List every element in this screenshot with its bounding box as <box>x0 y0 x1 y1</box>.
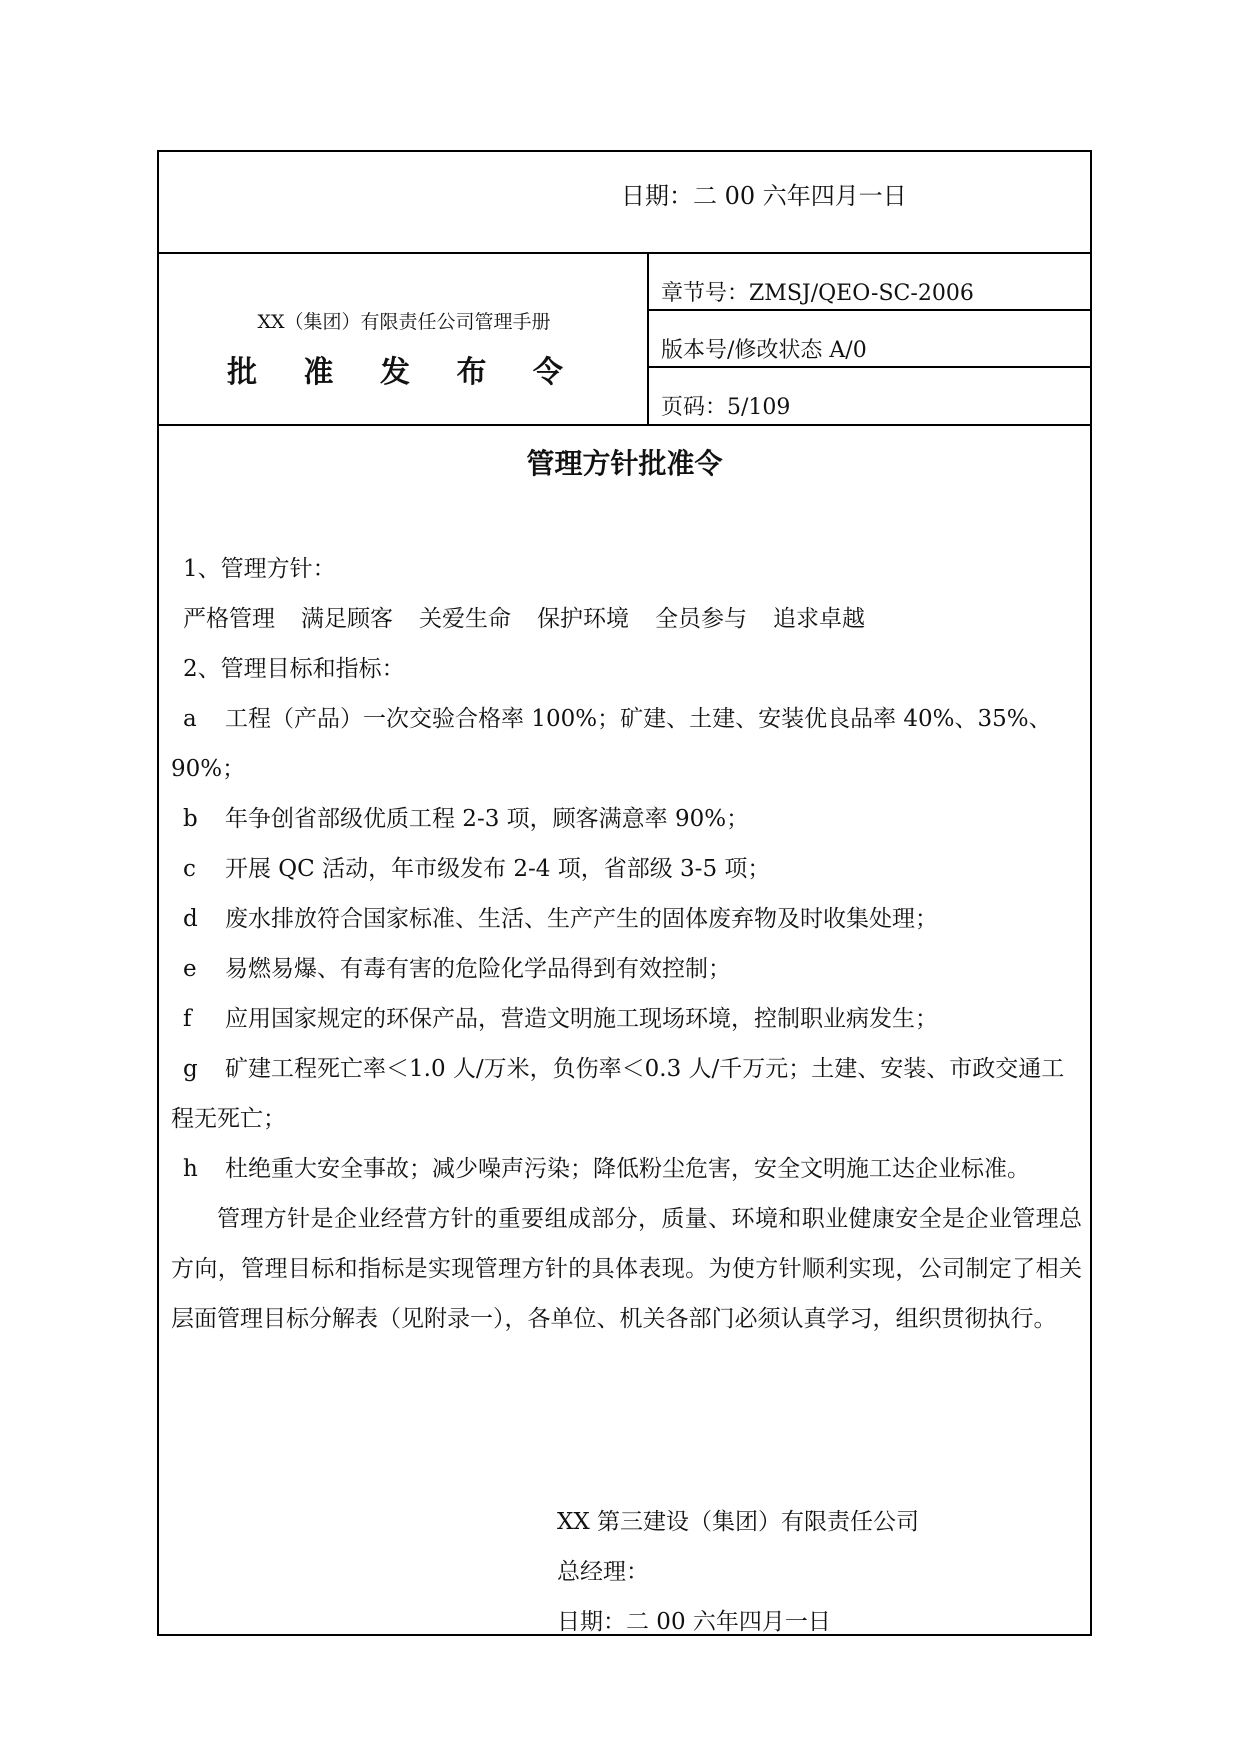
header-date: 日期：二 00 六年四月一日 <box>621 182 907 210</box>
slogan: 保护环境 <box>537 606 629 632</box>
signature-manager: 总经理： <box>557 1559 649 1585</box>
page-title: 管理方针批准令 <box>526 447 723 480</box>
slogan: 满足顾客 <box>301 606 393 632</box>
slogan: 全员参与 <box>655 606 747 632</box>
target-item: h 杜绝重大安全事故；减少噪声污染；降低粉尘危害，安全文明施工达企业标准。 <box>183 1156 1030 1182</box>
target-item: g 矿建工程死亡率＜1.0 人/万米，负伤率＜0.3 人/千万元；土建、安装、市政交通工程无死亡； <box>171 1056 1065 1132</box>
slogan: 追求卓越 <box>773 606 865 632</box>
policy-heading: 1、管理方针： <box>183 556 336 582</box>
document-body <box>171 544 1082 1344</box>
version-status: 版本号/修改状态 A/0 <box>661 338 867 363</box>
page-number: 页码：5/109 <box>661 395 791 420</box>
signature-block <box>557 1497 919 1647</box>
slogan: 关爱生命 <box>419 606 511 632</box>
divider-meta-1 <box>647 309 1090 311</box>
policy-slogans <box>171 594 1082 644</box>
slogan: 严格管理 <box>183 606 275 632</box>
divider-header-bottom <box>159 424 1090 426</box>
divider-header-top <box>159 252 1090 254</box>
target-item: d 废水排放符合国家标准、生活、生产产生的固体废弃物及时收集处理； <box>183 906 938 932</box>
chapter-number: 章节号：ZMSJ/QEO-SC-2006 <box>661 281 974 306</box>
divider-header-vertical <box>647 252 649 424</box>
target-item: c 开展 QC 活动，年市级发布 2-4 项，省部级 3-5 项； <box>183 856 771 882</box>
document-frame <box>157 150 1092 1636</box>
document-type: 批 准 发 布 令 <box>227 355 581 390</box>
target-item: e 易燃易爆、有毒有害的危险化学品得到有效控制； <box>183 956 731 982</box>
policy-paragraph: 管理方针是企业经营方针的重要组成部分，质量、环境和职业健康安全是企业管理总方向，管理目标和指标是实现管理方针的具体表现。为使方针顺利实现，公司制定了相关层面管理目标分解表（见附录一），各单位、机关各部门必须认真学习，组织贯彻执行。 <box>171 1206 1082 1332</box>
target-item: f 应用国家规定的环保产品，营造文明施工现场环境，控制职业病发生； <box>183 1006 938 1032</box>
company-name: XX（集团）有限责任公司管理手册 <box>257 311 551 333</box>
signature-company: XX 第三建设（集团）有限责任公司 <box>557 1509 920 1535</box>
targets-heading: 2、管理目标和指标： <box>183 656 405 682</box>
target-item: a 工程（产品）一次交验合格率 100%；矿建、土建、安装优良品率 40%、35%、90%； <box>171 706 1052 782</box>
divider-meta-2 <box>647 366 1090 368</box>
target-item: b 年争创省部级优质工程 2-3 项，顾客满意率 90%； <box>183 806 750 832</box>
signature-date: 日期：二 00 六年四月一日 <box>557 1609 831 1635</box>
